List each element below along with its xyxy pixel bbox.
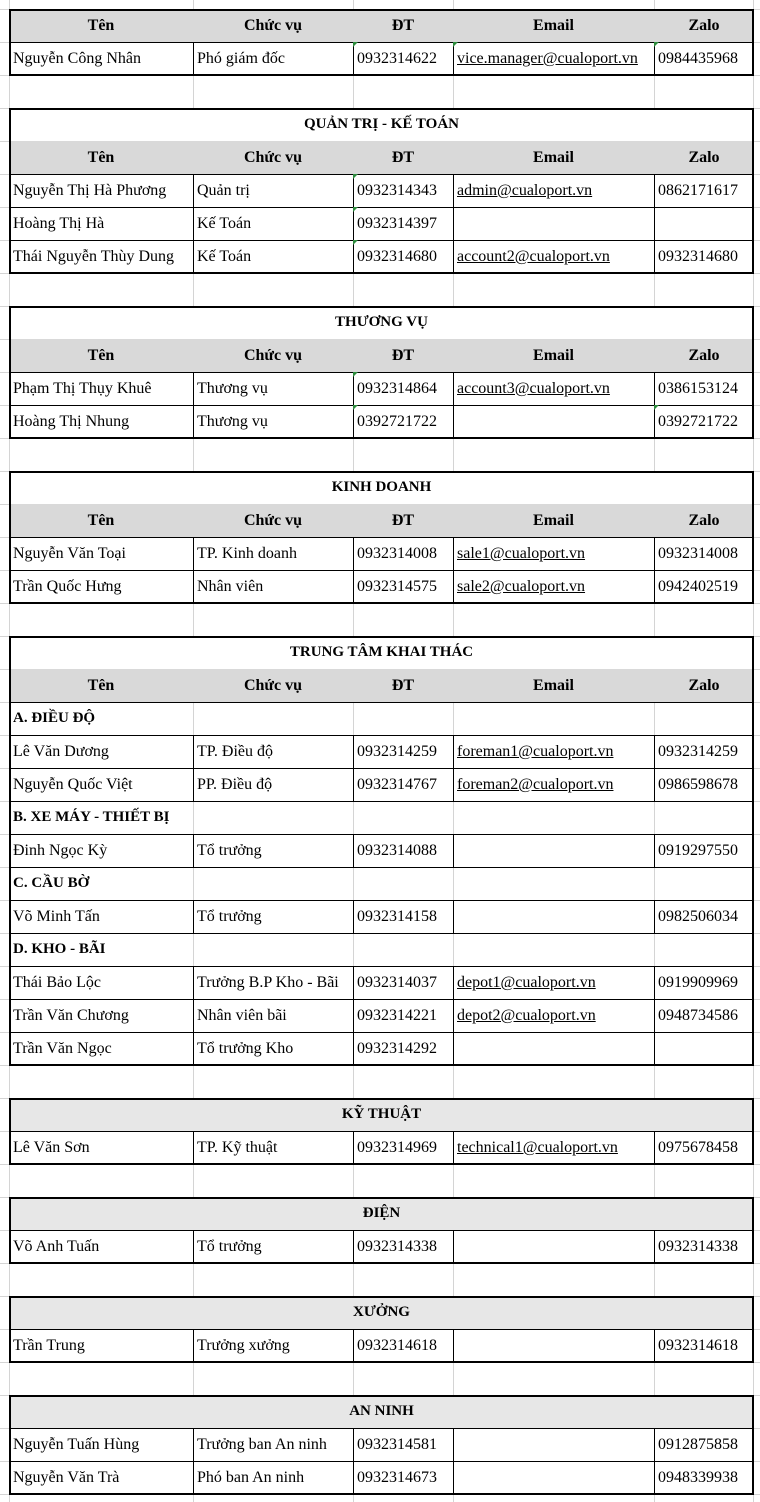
cell-name: Trần Văn Chương xyxy=(9,999,194,1033)
cell-name: Võ Anh Tuấn xyxy=(9,1230,194,1264)
email-link[interactable]: sale2@cualoport.vn xyxy=(457,578,586,595)
comment-marker-icon xyxy=(353,372,358,377)
cell-position: Phó giám đốc xyxy=(193,42,354,76)
cell-position: PP. Điều độ xyxy=(193,768,354,802)
cell-phone: 0932314343 xyxy=(353,174,454,208)
cell-phone: 0932314008 xyxy=(353,537,454,571)
cell-position: Thương vụ xyxy=(193,405,354,439)
cell-name: Nguyễn Công Nhân xyxy=(9,42,194,76)
cell-position: Tổ trưởng Kho xyxy=(193,1032,354,1066)
email-link[interactable]: foreman2@cualoport.vn xyxy=(457,775,614,793)
email-link[interactable]: vice.manager@cualoport.vn xyxy=(457,50,638,67)
cell-phone: 0932314581 xyxy=(353,1428,454,1462)
comment-marker-icon xyxy=(353,42,358,47)
cell-phone: 0932314158 xyxy=(353,900,454,934)
column-header-phone: ĐT xyxy=(353,339,454,373)
cell-name: Thái Bảo Lộc xyxy=(9,966,194,1000)
cell-email[interactable] xyxy=(453,372,655,406)
cell-name: Trần Văn Ngọc xyxy=(9,1032,194,1066)
cell-phone: 0932314338 xyxy=(353,1230,454,1264)
column-header-phone: ĐT xyxy=(353,9,454,43)
cell-position: Trưởng xưởng xyxy=(193,1329,354,1363)
cell-email[interactable] xyxy=(453,999,655,1033)
section-title: THƯƠNG VỤ xyxy=(9,306,754,340)
cell-phone: 0932314680 xyxy=(353,240,454,274)
column-header-phone: ĐT xyxy=(353,141,454,175)
section-title: AN NINH xyxy=(9,1395,754,1429)
cell-email xyxy=(453,834,655,868)
cell-position: Kế Toán xyxy=(193,240,354,274)
cell-email xyxy=(453,405,655,439)
email-link[interactable]: account3@cualoport.vn xyxy=(457,379,610,397)
cell-position: Phó ban An ninh xyxy=(193,1461,354,1495)
cell-name: Phạm Thị Thụy Khuê xyxy=(9,372,194,406)
cell-email xyxy=(453,1428,655,1462)
cell-name: Lê Văn Dương xyxy=(9,735,194,769)
column-header-zalo: Zalo xyxy=(654,141,754,175)
column-header-name: Tên xyxy=(9,339,194,373)
section-title: XƯỞNG xyxy=(9,1296,754,1330)
cell-zalo: 0932314338 xyxy=(658,1238,738,1255)
cell-zalo: 0948734586 xyxy=(654,999,754,1033)
cell-position: Tổ trưởng xyxy=(193,834,354,868)
cell-name: Nguyễn Văn Trà xyxy=(9,1461,194,1495)
comment-marker-icon xyxy=(654,405,659,410)
cell-position: Trưởng B.P Kho - Bãi xyxy=(193,966,354,1000)
cell-phone: 0932314622 xyxy=(353,42,454,76)
cell-zalo: 0932314618 xyxy=(658,1337,738,1354)
cell-phone: 0932314221 xyxy=(353,999,454,1033)
cell-zalo: 0975678458 xyxy=(658,1139,738,1156)
comment-marker-icon xyxy=(453,42,458,47)
cell-phone: 0932314397 xyxy=(353,207,454,241)
column-header-position: Chức vụ xyxy=(193,141,354,175)
cell-zalo: 0986598678 xyxy=(654,768,754,802)
section-title: KỸ THUẬT xyxy=(9,1098,754,1132)
cell-position: Nhân viên bãi xyxy=(193,999,354,1033)
comment-marker-icon xyxy=(353,174,358,179)
cell-phone: 0932314292 xyxy=(353,1032,454,1066)
cell-phone: 0932314088 xyxy=(353,834,454,868)
column-header-zalo: Zalo xyxy=(654,339,754,373)
comment-marker-icon xyxy=(654,42,659,47)
cell-email[interactable] xyxy=(453,537,655,571)
column-header-position: Chức vụ xyxy=(193,339,354,373)
cell-zalo xyxy=(654,207,754,241)
cell-email[interactable] xyxy=(453,42,655,76)
cell-zalo: 0392721722 xyxy=(654,405,754,439)
cell-name: Nguyễn Văn Toại xyxy=(9,537,194,571)
column-header-email: Email xyxy=(453,504,655,538)
column-header-email: Email xyxy=(453,9,655,43)
cell-position: Kế Toán xyxy=(193,207,354,241)
cell-name: Trần Trung xyxy=(9,1329,194,1363)
section-title: QUẢN TRỊ - KẾ TOÁN xyxy=(9,108,754,142)
group-label: C. CẦU BỜ xyxy=(9,867,754,901)
cell-zalo: 0919909969 xyxy=(654,966,754,1000)
cell-name: Nguyễn Quốc Việt xyxy=(9,768,194,802)
cell-email[interactable] xyxy=(453,966,655,1000)
cell-phone: 0932314767 xyxy=(353,768,454,802)
cell-zalo: 0932314008 xyxy=(654,537,754,571)
cell-position: TP. Kỹ thuật xyxy=(193,1131,354,1165)
cell-name: Trần Quốc Hưng xyxy=(9,570,194,604)
cell-phone: 0392721722 xyxy=(353,405,454,439)
email-link[interactable]: technical1@cualoport.vn xyxy=(457,1139,618,1156)
cell-phone: 0932314969 xyxy=(353,1131,454,1165)
email-link[interactable]: depot2@cualoport.vn xyxy=(457,1006,596,1024)
group-label: D. KHO - BÃI xyxy=(9,933,754,967)
cell-phone: 0932314618 xyxy=(353,1329,454,1363)
group-label: B. XE MÁY - THIẾT BỊ xyxy=(9,801,754,835)
email-link[interactable]: foreman1@cualoport.vn xyxy=(457,742,614,760)
cell-position: Tổ trưởng xyxy=(193,900,354,934)
cell-position: Thương vụ xyxy=(193,372,354,406)
column-header-zalo: Zalo xyxy=(654,669,754,703)
cell-position: Trưởng ban An ninh xyxy=(193,1428,354,1462)
cell-email xyxy=(453,207,655,241)
cell-position: TP. Kinh doanh xyxy=(193,537,354,571)
column-header-name: Tên xyxy=(9,504,194,538)
cell-phone: 0932314864 xyxy=(353,372,454,406)
cell-phone: 0932314575 xyxy=(353,570,454,604)
cell-zalo: 0932314259 xyxy=(654,735,754,769)
cell-zalo: 0984435968 xyxy=(654,42,754,76)
column-header-position: Chức vụ xyxy=(193,669,354,703)
section-title: ĐIỆN xyxy=(9,1197,754,1231)
cell-phone: 0932314037 xyxy=(353,966,454,1000)
email-link[interactable]: admin@cualoport.vn xyxy=(457,181,593,199)
email-link[interactable]: account2@cualoport.vn xyxy=(457,248,610,265)
column-header-name: Tên xyxy=(9,669,194,703)
cell-zalo: 0862171617 xyxy=(654,174,754,208)
cell-zalo: 0948339938 xyxy=(658,1469,738,1486)
cell-email xyxy=(453,1329,655,1363)
column-header-name: Tên xyxy=(9,141,194,175)
cell-email xyxy=(453,1230,655,1264)
cell-email[interactable] xyxy=(453,735,655,769)
cell-email[interactable] xyxy=(453,174,655,208)
cell-name: Hoàng Thị Nhung xyxy=(9,405,194,439)
cell-email xyxy=(453,1461,655,1495)
cell-email xyxy=(453,900,655,934)
cell-position: Nhân viên xyxy=(193,570,354,604)
cell-name: Hoàng Thị Hà xyxy=(9,207,194,241)
column-header-phone: ĐT xyxy=(353,504,454,538)
cell-position: Tổ trưởng xyxy=(193,1230,354,1264)
cell-phone: 0932314673 xyxy=(353,1461,454,1495)
column-header-zalo: Zalo xyxy=(654,504,754,538)
comment-marker-icon xyxy=(353,207,358,212)
cell-email[interactable] xyxy=(453,768,655,802)
cell-position: Quản trị xyxy=(193,174,354,208)
cell-name: Võ Minh Tấn xyxy=(9,900,194,934)
cell-name: Lê Văn Sơn xyxy=(9,1131,194,1165)
cell-zalo: 0386153124 xyxy=(654,372,754,406)
cell-name: Thái Nguyễn Thùy Dung xyxy=(9,240,194,274)
comment-marker-icon xyxy=(353,240,358,245)
comment-marker-icon xyxy=(353,405,358,410)
group-label: A. ĐIỀU ĐỘ xyxy=(9,702,754,736)
column-header-position: Chức vụ xyxy=(193,504,354,538)
cell-zalo: 0912875858 xyxy=(654,1428,754,1462)
cell-email[interactable] xyxy=(453,240,655,274)
column-header-zalo: Zalo xyxy=(654,9,754,43)
column-header-email: Email xyxy=(453,141,655,175)
cell-zalo: 0919297550 xyxy=(654,834,754,868)
cell-zalo: 0932314680 xyxy=(658,248,738,265)
cell-email xyxy=(453,1032,655,1066)
column-header-name: Tên xyxy=(9,9,194,43)
email-link[interactable]: sale1@cualoport.vn xyxy=(457,544,586,562)
section-title: KINH DOANH xyxy=(9,471,754,505)
column-header-email: Email xyxy=(453,339,655,373)
section-title: TRUNG TÂM KHAI THÁC xyxy=(9,636,754,670)
cell-zalo xyxy=(654,1032,754,1066)
cell-email[interactable] xyxy=(453,570,655,604)
email-link[interactable]: depot1@cualoport.vn xyxy=(457,973,596,991)
cell-zalo: 0982506034 xyxy=(654,900,754,934)
cell-name: Nguyễn Thị Hà Phương xyxy=(9,174,194,208)
column-header-email: Email xyxy=(453,669,655,703)
cell-phone: 0932314259 xyxy=(353,735,454,769)
cell-name: Đinh Ngọc Kỳ xyxy=(9,834,194,868)
column-header-phone: ĐT xyxy=(353,669,454,703)
cell-email[interactable] xyxy=(453,1131,655,1165)
cell-name: Nguyễn Tuấn Hùng xyxy=(9,1428,194,1462)
cell-position: TP. Điều độ xyxy=(193,735,354,769)
cell-zalo: 0942402519 xyxy=(658,578,738,595)
column-header-position: Chức vụ xyxy=(193,9,354,43)
